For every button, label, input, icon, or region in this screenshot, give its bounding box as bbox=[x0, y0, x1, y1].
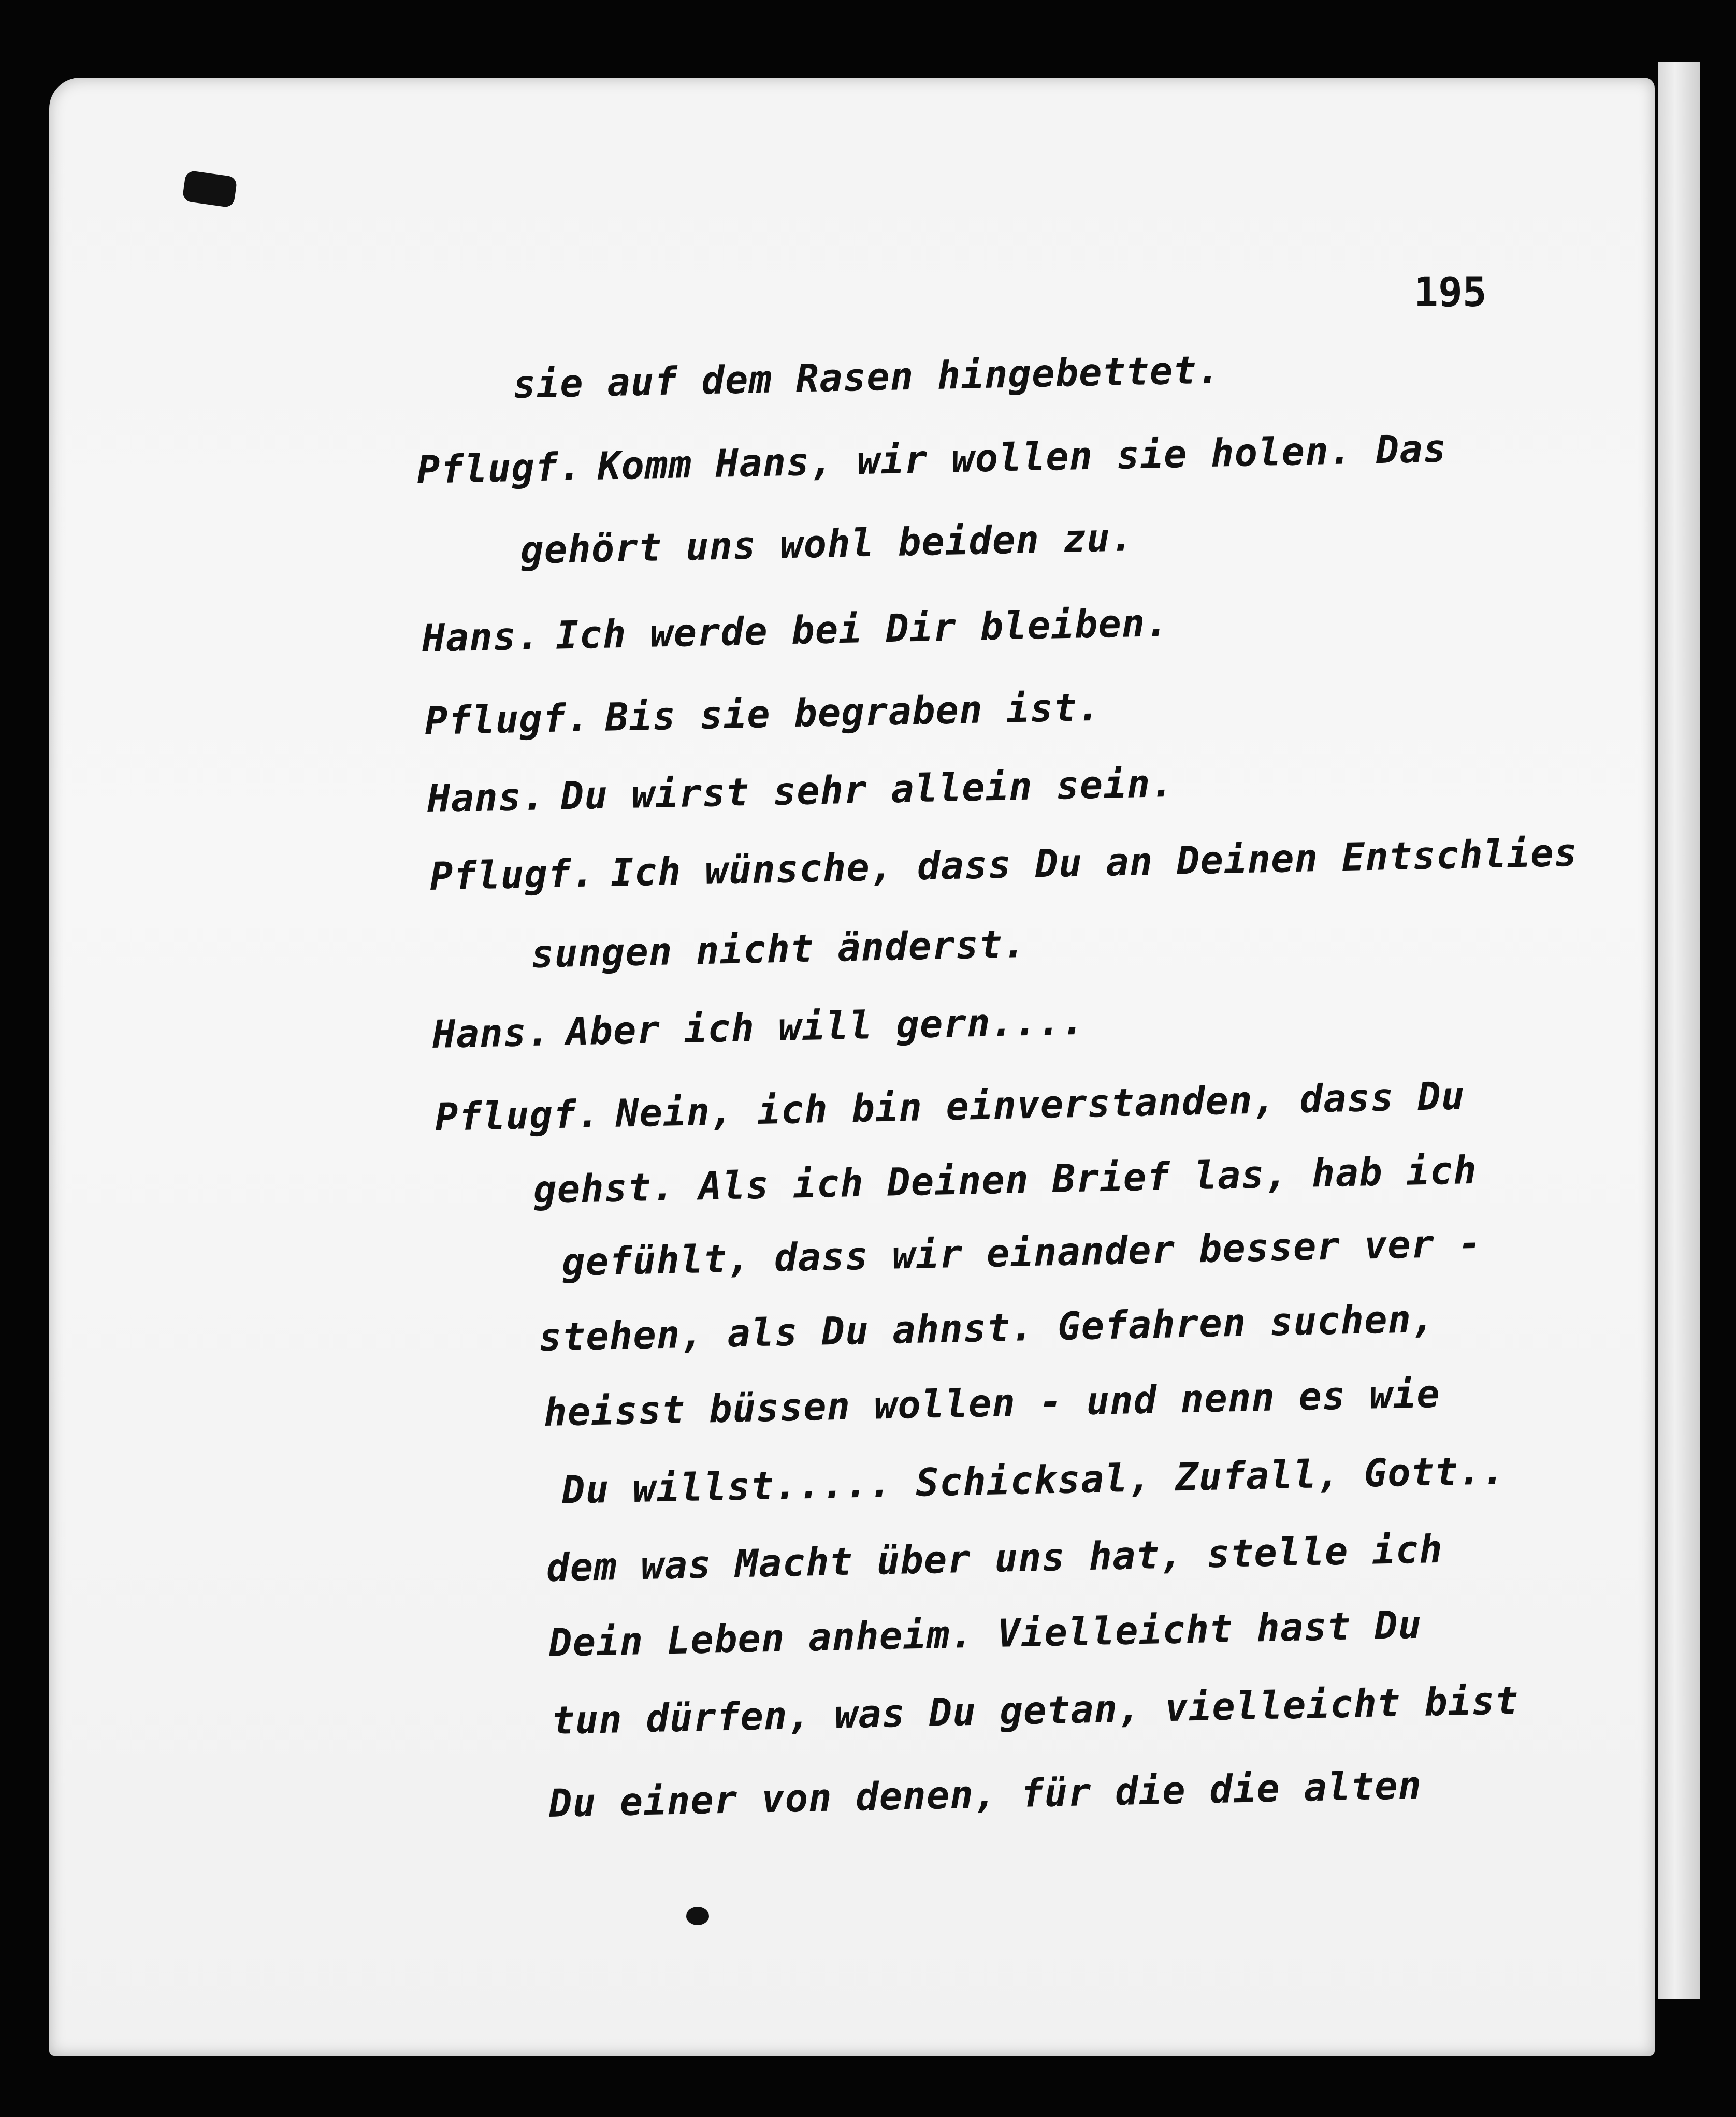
line-text: Du willst..... Schicksal, Zufall, Gott.. bbox=[561, 1448, 1506, 1513]
line-text: Komm Hans, wir wollen sie holen. Das bbox=[597, 426, 1448, 489]
speaker-label: Pflugf. bbox=[424, 695, 590, 744]
speaker-label: Hans. bbox=[427, 774, 546, 821]
ink-dot bbox=[686, 1907, 709, 1925]
line-text: gefühlt, dass wir einander besser ver - bbox=[561, 1221, 1483, 1285]
paper-edge bbox=[1658, 62, 1700, 1999]
speaker-label: Hans. bbox=[422, 614, 541, 661]
page-number: 195 bbox=[1414, 269, 1487, 316]
line-text: gehst. Als ich Deinen Brief las, hab ich bbox=[533, 1148, 1478, 1212]
line-text: sie auf dem Rasen hingebettet. bbox=[512, 347, 1221, 407]
line-text: sungen nicht änderst. bbox=[530, 921, 1027, 977]
line-text: stehen, als Du ahnst. Gefahren suchen, bbox=[538, 1296, 1436, 1360]
line-text: Ich werde bei Dir bleiben. bbox=[555, 600, 1169, 658]
line-text: Dein Leben anheim. Vielleicht hast Du bbox=[548, 1602, 1422, 1665]
line-text: Ich wünsche, dass Du an Deinen Entschlies bbox=[610, 830, 1578, 895]
line-text: Bis sie begraben ist. bbox=[604, 685, 1102, 740]
line-text: tun dürfen, was Du getan, vielleicht bist bbox=[551, 1678, 1520, 1743]
line-text: gehört uns wohl beiden zu. bbox=[520, 515, 1135, 573]
speaker-label: Pflugf. bbox=[416, 444, 583, 492]
speaker-label: Hans. bbox=[432, 1010, 551, 1057]
speaker-label: Pflugf. bbox=[435, 1092, 601, 1140]
line-text: heisst büssen wollen - und nenn es wie bbox=[543, 1371, 1441, 1435]
line-text: Du wirst sehr allein sein. bbox=[560, 761, 1175, 819]
line-text: Du einer von denen, für die die alten bbox=[548, 1763, 1422, 1826]
line-text: dem was Macht über uns hat, stelle ich bbox=[546, 1527, 1443, 1590]
line-text: Nein, ich bin einverstanden, dass Du bbox=[615, 1074, 1466, 1136]
line-text: Aber ich will gern.... bbox=[565, 998, 1086, 1054]
speaker-label: Pflugf. bbox=[429, 851, 596, 899]
